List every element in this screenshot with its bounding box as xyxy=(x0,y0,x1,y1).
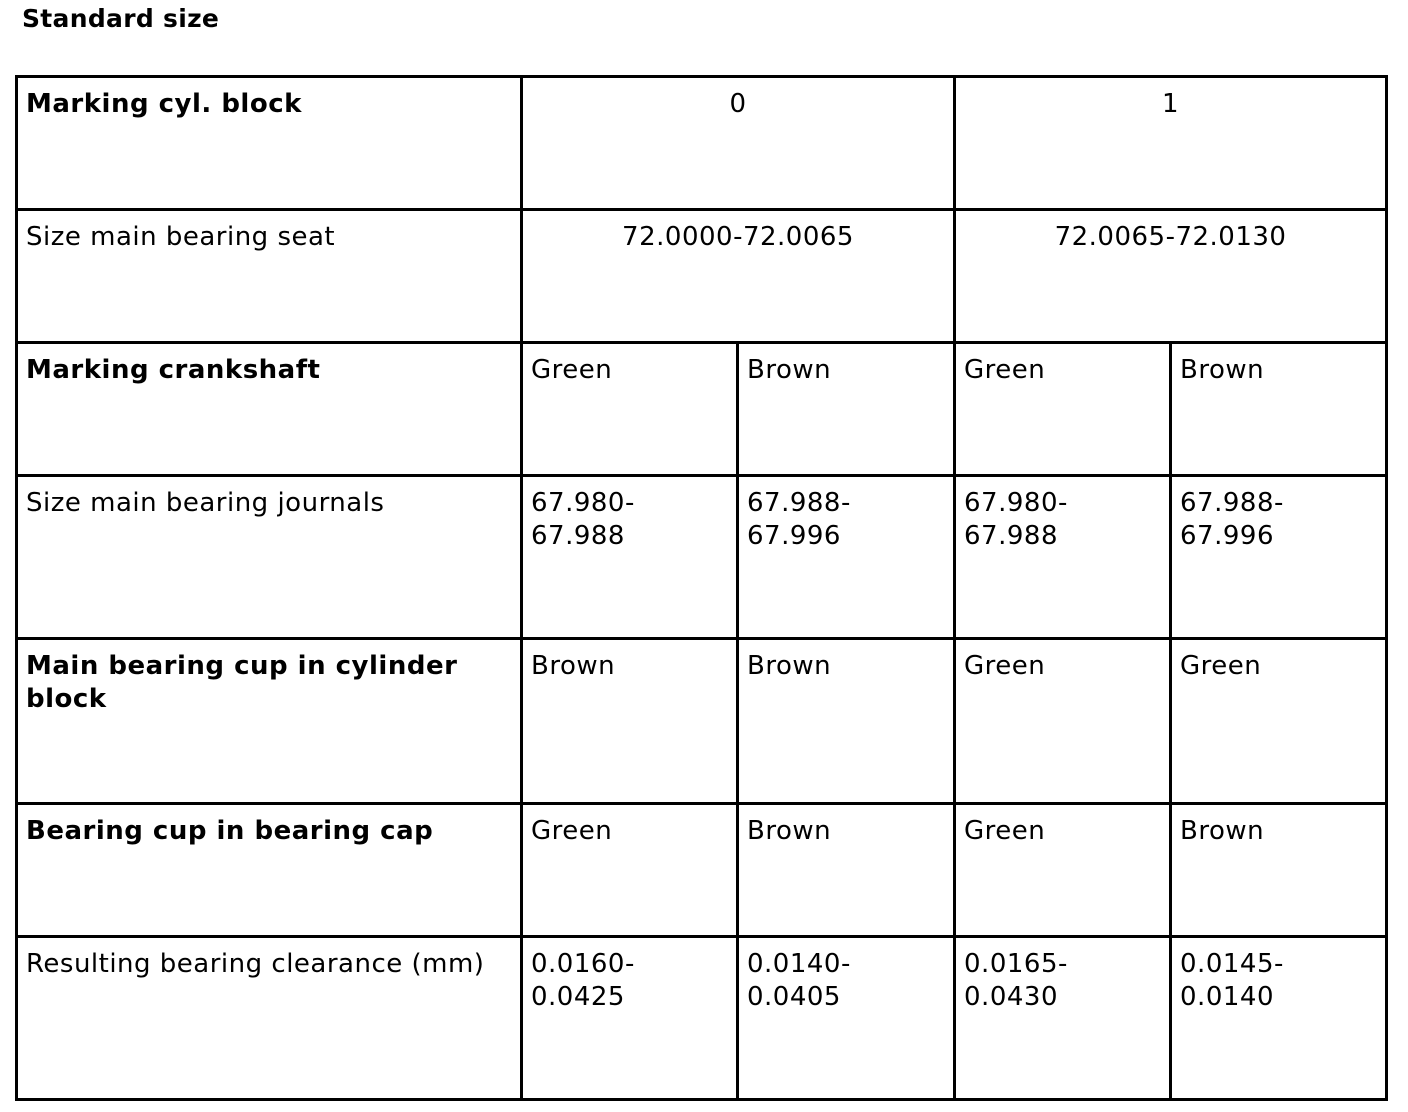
table-cell: Green xyxy=(955,343,1171,476)
table-cell: Brown xyxy=(738,639,955,804)
table-cell: Brown xyxy=(1171,343,1387,476)
table-row xyxy=(17,77,1387,210)
table-cell: 1 xyxy=(955,77,1387,210)
table-cell: Green xyxy=(522,343,738,476)
row-label-marking-cyl-block: Marking cyl. block xyxy=(17,77,522,210)
row-label-bearing-cup-bearing-cap: Bearing cup in bearing cap xyxy=(17,804,522,937)
table-cell: 0.0165- 0.0430 xyxy=(955,937,1171,1100)
row-label-size-main-bearing-journals: Size main bearing journals xyxy=(17,476,522,639)
table-cell: 67.980- 67.988 xyxy=(955,476,1171,639)
row-label-marking-crankshaft: Marking crankshaft xyxy=(17,343,522,476)
table-cell: Green xyxy=(955,639,1171,804)
table-row xyxy=(17,343,1387,476)
table-cell: 0 xyxy=(522,77,955,210)
table-cell: 0.0140- 0.0405 xyxy=(738,937,955,1100)
table-cell: Green xyxy=(955,804,1171,937)
table-cell: 67.988- 67.996 xyxy=(1171,476,1387,639)
table-cell: Brown xyxy=(1171,804,1387,937)
row-label-size-main-bearing-seat: Size main bearing seat xyxy=(17,210,522,343)
table-cell: 67.988- 67.996 xyxy=(738,476,955,639)
table-row xyxy=(17,476,1387,639)
table-cell: 67.980- 67.988 xyxy=(522,476,738,639)
table-cell: 0.0145- 0.0140 xyxy=(1171,937,1387,1100)
table-cell: 72.0065-72.0130 xyxy=(955,210,1387,343)
table-row xyxy=(17,210,1387,343)
bearing-size-table xyxy=(15,75,1388,1101)
table-row xyxy=(17,937,1387,1100)
table-cell: Brown xyxy=(738,343,955,476)
table-cell: Brown xyxy=(738,804,955,937)
table-cell: Green xyxy=(1171,639,1387,804)
table-cell: Brown xyxy=(522,639,738,804)
table-cell: 0.0160- 0.0425 xyxy=(522,937,738,1100)
row-label-main-bearing-cup-cylinder-block: Main bearing cup in cylinder block xyxy=(17,639,522,804)
table-row xyxy=(17,639,1387,804)
page-title: Standard size xyxy=(22,4,220,33)
table-row xyxy=(17,804,1387,937)
table-cell: Green xyxy=(522,804,738,937)
row-label-resulting-bearing-clearance: Resulting bearing clearance (mm) xyxy=(17,937,522,1100)
table-cell: 72.0000-72.0065 xyxy=(522,210,955,343)
